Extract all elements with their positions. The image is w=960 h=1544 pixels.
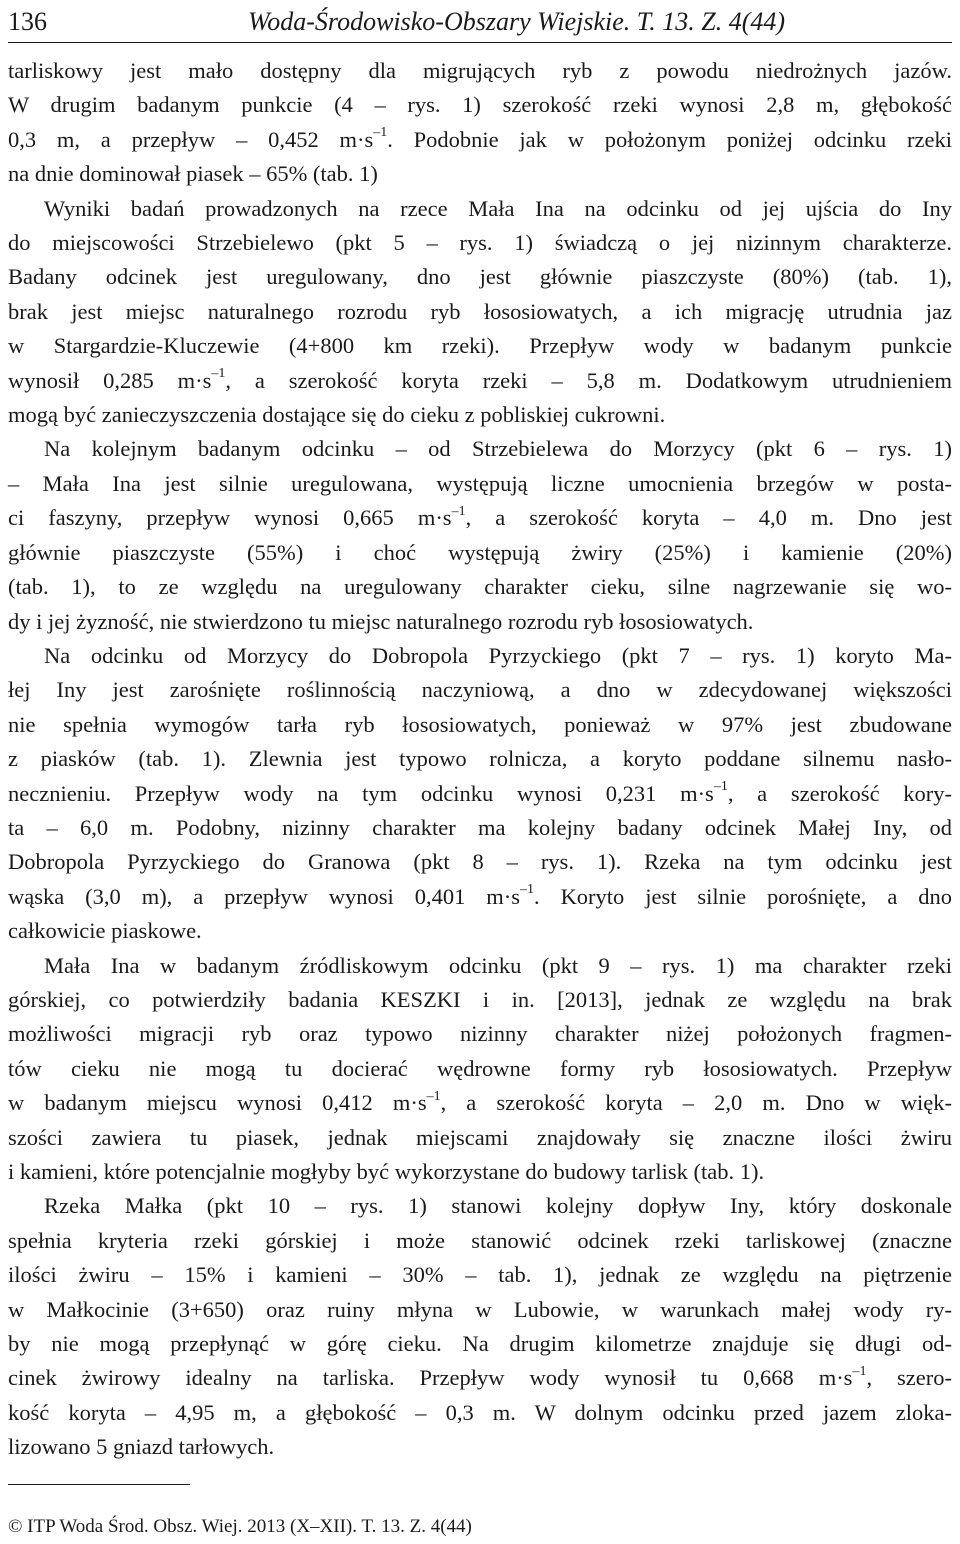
text-line: do miejscowości Strzebielewo (pkt 5 – rys. 1) świadczą o jej nizinnym charakterze. <box>8 230 952 256</box>
journal-title: Woda-Środowisko-Obszary Wiejskie. T. 13. Z. 4(44) <box>248 7 786 36</box>
text-line: Mała Ina w badanym źródliskowym odcinku (pkt 9 – rys. 1) ma charakter rzeki <box>44 952 952 978</box>
text-line: górskiej, co potwierdziły badania KESZKI i in. [2013], jednak ze względu na brak <box>8 986 952 1012</box>
text-line: (tab. 1), to ze względu na uregulowany charakter cieku, silne nagrzewanie się wo- <box>8 574 952 600</box>
text-line: dy i jej żyzność, nie stwierdzono tu miejsc naturalnego rozrodu ryb łososiowatych. <box>8 608 754 634</box>
text-line: Wyniki badań prowadzonych na rzece Mała Ina na odcinku od jej ujścia do Iny <box>44 195 952 221</box>
text-line: możliwości migracji ryb oraz typowo nizinny charakter niżej położonych fragmen- <box>8 1021 952 1047</box>
text-line: z piasków (tab. 1). Zlewnia jest typowo rolnicza, a koryto poddane silnemu nasło- <box>8 746 952 772</box>
footer-rule <box>8 1484 190 1485</box>
text-line: ilości żwiru – 15% i kamieni – 30% – tab. 1), jednak ze względu na piętrzenie <box>8 1262 952 1288</box>
text-line: ci faszyny, przepływ wynosi 0,665 $m\cdot s^{-1}$, a szerokość koryta – 4,0 m. Dno jest <box>8 503 952 531</box>
text-line: – Mała Ina jest silnie uregulowana, występują liczne umocnienia brzegów w posta- <box>8 470 952 496</box>
text-line: w badanym miejscu wynosi 0,412 $m\cdot s^{-1}$, a szerokość koryta – 2,0 m. Dno w więk- <box>8 1088 952 1116</box>
text-line: Na kolejnym badanym odcinku – od Strzebielewa do Morzycy (pkt 6 – rys. 1) <box>44 436 952 462</box>
text-line: Rzeka Małka (pkt 10 – rys. 1) stanowi kolejny dopływ Iny, który doskonale <box>44 1193 952 1219</box>
text-line: nie spełnia wymogów tarła ryb łososiowatych, ponieważ w 97% jest zbudowane <box>8 711 952 737</box>
text-line: wąska (3,0 m), a przepływ wynosi 0,401 $m\cdot s^{-1}$. Koryto jest silnie porośnięte, a dno <box>8 882 952 909</box>
article-body <box>8 54 952 1465</box>
text-line: na dnie dominował piasek – 65% (tab. 1) <box>8 161 378 187</box>
text-line: szości zawiera tu piasek, jednak miejscami znajdowały się znaczne ilości żwiru <box>8 1124 952 1150</box>
text-line: tarliskowy jest mało dostępny dla migrujących ryb z powodu niedrożnych jazów. <box>8 58 952 83</box>
footer-copyright: © ITP Woda Środ. Obsz. Wiej. 2013 (X–XII). T. 13. Z. 4(44) <box>8 1516 472 1537</box>
text-line: całkowicie piaskowe. <box>8 918 202 944</box>
text-line: lizowano 5 gniazd tarłowych. <box>8 1434 275 1460</box>
text-line: i kamieni, które potencjalnie mogłyby być wykorzystane do budowy tarlisk (tab. 1). <box>8 1159 765 1184</box>
text-line: tów cieku nie mogą tu docierać wędrowne formy ryb łososiowatych. Przepływ <box>8 1055 952 1081</box>
text-line: w Małkocinie (3+650) oraz ruiny młyna w Lubowie, w warunkach małej wody ry- <box>8 1296 952 1322</box>
text-line: spełnia kryteria rzeki górskiej i może stanowić odcinek rzeki tarliskowej (znaczne <box>8 1227 952 1253</box>
text-line: ta – 6,0 m. Podobny, nizinny charakter ma kolejny badany odcinek Małej Iny, od <box>8 814 952 840</box>
text-line: Dobropola Pyrzyckiego do Granowa (pkt 8 – rys. 1). Rzeka na tym odcinku jest <box>8 849 952 875</box>
text-line: Na odcinku od Morzycy do Dobropola Pyrzyckiego (pkt 7 – rys. 1) koryto Ma- <box>44 642 952 668</box>
page-number: 136 <box>8 7 47 36</box>
text-line: W drugim badanym punkcie (4 – rys. 1) szerokość rzeki wynosi 2,8 m, głębokość <box>8 92 952 118</box>
text-line: by nie mogą przepłynąć w górę cieku. Na drugim kilometrze znajduje się długi od- <box>8 1331 952 1357</box>
text-line: brak jest miejsc naturalnego rozrodu ryb łososiowatych, a ich migrację utrudnia jaz <box>8 298 952 324</box>
running-header <box>8 6 952 43</box>
text-line: cinek żwirowy idealny na tarliska. Przepływ wody wynosił tu 0,668 $m\cdot s^{-1}$, szero- <box>8 1363 952 1391</box>
text-line: mogą być zanieczyszczenia dostające się do cieku z pobliskiej cukrowni. <box>8 402 666 428</box>
text-line: głównie piaszczyste (55%) i choć występują żwiry (25%) i kamienie (20%) <box>8 539 952 565</box>
text-line: necznieniu. Przepływ wody na tym odcinku wynosi 0,231 $m\cdot s^{-1}$, a szerokość kory- <box>8 779 952 806</box>
text-line: Badany odcinek jest uregulowany, dno jest głównie piaszczyste (80%) (tab. 1), <box>8 264 952 290</box>
text-line: w Stargardzie-Kluczewie (4+800 km rzeki). Przepływ wody w badanym punkcie <box>8 333 952 359</box>
text-line: 0,3 m, a przepływ – 0,452 $m\cdot s^{-1}$. Podobnie jak w położonym poniżej odcinku rzeki <box>8 125 952 152</box>
text-line: kość koryta – 4,95 m, a głębokość – 0,3 m. W dolnym odcinku przed jazem zloka- <box>8 1399 952 1425</box>
text-line: łej Iny jest zarośnięte roślinnością naczyniową, a dno w zdecydowanej większości <box>8 677 952 703</box>
text-line: wynosił 0,285 $m\cdot s^{-1}$, a szerokość koryta rzeki – 5,8 m. Dodatkowym utrudnieniem <box>8 366 952 393</box>
